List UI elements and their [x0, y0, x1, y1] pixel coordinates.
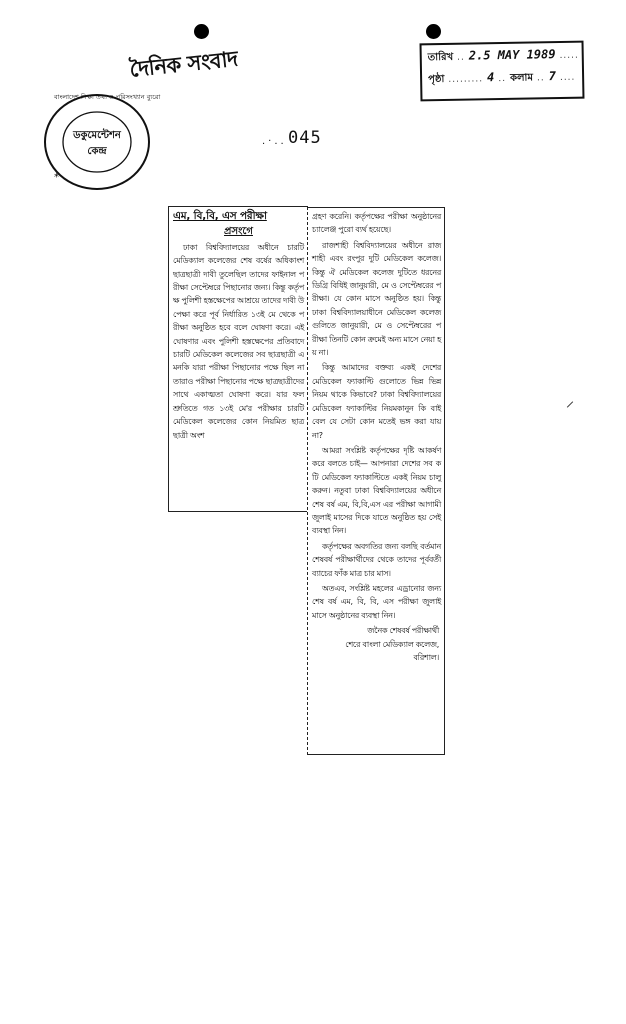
stamp-column-value: 7: [548, 69, 557, 84]
stamp-date-value: 2.5 MAY 1989: [468, 47, 556, 63]
stamp-page-value: 4: [486, 70, 495, 85]
article-paragraph-right-6: অতএব, সংশ্লিষ্ট মহলের এড্রানোর জন্য শেষ বর্ষ এম, বি, বি, এস পরীক্ষা জুলাই মাসে অনুষ্ঠানের ব্যবস্থা নিন।: [312, 583, 441, 620]
stamp-column-label: কলাম: [509, 72, 534, 84]
newspaper-masthead: দৈনিক সংবাদ: [128, 46, 239, 82]
punch-hole-left: [194, 24, 209, 39]
punch-hole-right: [426, 24, 441, 39]
clipping-column-left: [168, 206, 308, 512]
signature-line-3: বরিশাল।: [413, 653, 439, 662]
archive-round-stamp: [42, 92, 161, 192]
stamp-page-label: পৃষ্ঠা: [428, 74, 445, 86]
stamp-date-label: তারিখ: [427, 51, 454, 64]
article-subhead: প্রসংগে: [224, 226, 253, 238]
article-headline: এম, বি,বি, এস পরীক্ষা: [173, 210, 267, 222]
article-paragraph-right-4: আমরা সংশ্লিষ্ট কর্তৃপক্ষের দৃষ্টি আকর্ষণ করে বলতে চাই— আপনারা দেশের সব কটি মেডিকেল ফ্যাকাল্টিতে একই নিয়ম চালু করুন। নতুবা ঢাকা বিশ্ববিদ্যালয়ের অধীনে শেষ বর্ষ এম, বি,বি,এস এর পরীক্ষা আগামী জুলাই মাসের দিকে যাতে অনুষ্ঠিত হয় সেই ব্যবস্থা নিন।: [312, 445, 441, 536]
stamp-page-row: পৃষ্ঠা ......... 4 .. কলাম .. 7 ....: [428, 69, 576, 94]
article-paragraph-left-1: ঢাকা বিশ্ববিদ্যালয়ের অধীনে চারটি মেডিক্যাল কলেজের শেষ বর্ষের অধিকাংশ ছাত্রছাত্রী দাবী তুলেছিল তাদের ফাইনাল পরীক্ষা সেপ্টেম্বরে পিছানোর জন্য। কিন্তু কর্তৃপক্ষ পুলিশী হস্তক্ষেপের আশ্রয়ে তাদের দাবী উপেক্ষা করে পূর্ব নির্ধারিত ১৩ই মে থেকে পরীক্ষা অনুষ্ঠিত হবে বলে ঘোষণা করে। এই ঘোষণার এবং পুলিশী হস্তক্ষেপের প্রতিবাদে চারটি মেডিকেল কলেজের সব ছাত্রছাত্রী এমনকি যারা পরীক্ষা পিছানোর পক্ষে ছিল না তারাও পরীক্ষা পিছানোর পক্ষে ছাত্রছাত্রীদের সাথে একাত্মতা ঘোষণা করে। যার ফলশ্রুতিতে গত ১৩ই মে'র পরীক্ষার চারটি মেডিকেল কলেজের কোন নিয়মিত ছাত্রছাত্রী অংশ: [173, 242, 304, 440]
svg-text:*: *: [54, 172, 59, 183]
signature-line-2: শেরে বাংলা মেডিক্যাল কলেজ,: [345, 639, 439, 649]
stamp-date-row: তারিখ .. 2.5 MAY 1989 .....: [428, 47, 576, 72]
article-paragraph-right-2: রাজশাহী বিশ্ববিদ্যালয়ের অধীনে রাজশাহী এবং রংপুর দুটি মেডিকেল কলেজ। কিন্তু ঐ মেডিকেল কলেজ দুটিতে ধরনের ডিগ্রি বিধিই জানুয়ারী, মে ও সেপ্টেম্বরের পরীক্ষা। যে কোন মাসে অনুষ্ঠিত হয়। কিন্তু ঢাকা বিশ্ববিদ্যালয়াধীনে মেডিকেল কলেজগুলিতে জানুয়ারী, মে ও সেপ্টেম্বরের পরীক্ষা তিনটি কোন ক্রমেই অন্য মাসে নেয়া হয় না।: [312, 240, 441, 358]
margin-mark: [567, 401, 573, 407]
article-signature: [312, 624, 439, 664]
round-stamp-ring-text: বাংলাদেশ শিক্ষা তথ্য ও পরিসংখ্যান ব্যুরো: [54, 93, 161, 101]
clipping-column-right: [307, 207, 445, 755]
round-stamp-center-line-1: ডকুমেন্টেশন: [73, 130, 121, 141]
article-paragraph-right-5: কর্তৃপক্ষের অবগতির জন্য বলছি বর্তমান শেষবর্ষ পরীক্ষার্থীদের থেকে তাদের পূর্ববর্তী ব্যাচের ফাঁক মাত্র চার মাস।: [312, 541, 441, 578]
archive-serial-number: 045: [288, 128, 322, 148]
article-paragraph-right-1: গ্রহণ করেনি। কর্তৃপক্ষের পরীক্ষা অনুষ্ঠানের চ্যালেঞ্জ পুরো ব্যর্থ হয়েছে।: [312, 212, 441, 235]
round-stamp-center-line-2: কেন্দ্র: [87, 146, 107, 157]
article-paragraph-right-3: কিন্তু আমাদের বক্তব্য একই দেশের মেডিকেল ফ্যাকাল্টি গুলোতে ভিন্ন ভিন্ন নিয়ম থাকে কিভাবে? ঢাকা বিশ্ববিদ্যালয়ের মেডিকেল ফ্যাকাল্টির নিয়মকানুন কি বাইবেল যে সেটা কোন মতেই ভঙ্গ করা যায় না?: [312, 363, 441, 440]
date-page-stamp: [420, 41, 585, 102]
serial-dots: .·..: [262, 136, 287, 147]
signature-line-1: জনৈক শেষবর্ষ পরীক্ষার্থী: [367, 626, 439, 636]
